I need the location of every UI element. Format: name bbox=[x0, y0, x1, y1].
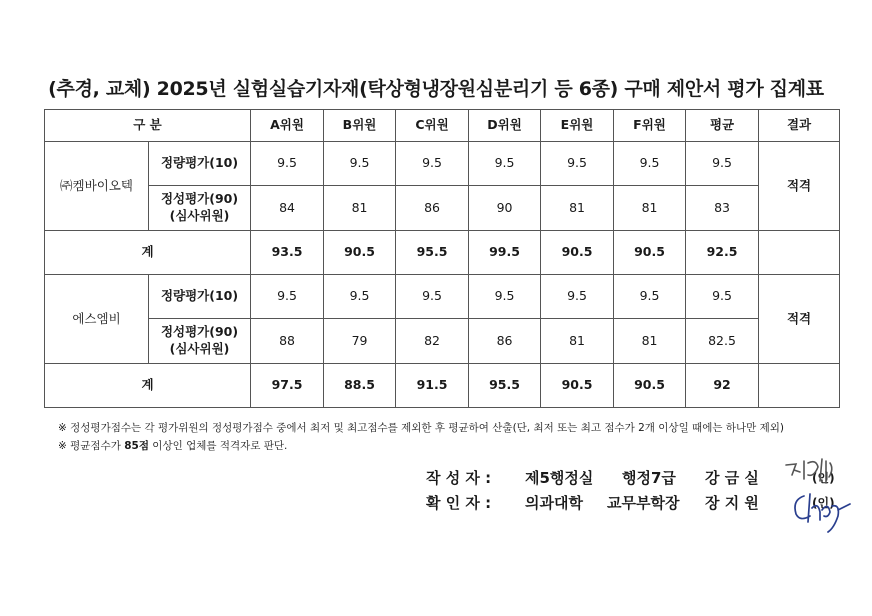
score-cell: 86 bbox=[469, 319, 541, 364]
header-evaluator-d: D위원 bbox=[469, 110, 541, 142]
author-name: 강 금 실 bbox=[705, 469, 759, 487]
score-cell: 9.5 bbox=[541, 275, 614, 319]
total-cell: 90.5 bbox=[614, 364, 686, 408]
header-evaluator-e: E위원 bbox=[541, 110, 614, 142]
table-row bbox=[45, 186, 840, 231]
company-name: ㈜켐바이오텍 bbox=[45, 142, 149, 231]
quant-label: 정량평가(10) bbox=[149, 142, 251, 186]
total-cell: 90.5 bbox=[541, 364, 614, 408]
document-title: (추경, 교체) 2025년 실험실습기자재(탁상형냉장원심분리기 등 6종) 구매 제안서 평가 집계표 bbox=[48, 78, 824, 100]
qual-label bbox=[149, 319, 251, 364]
total-cell: 90.5 bbox=[614, 231, 686, 275]
header-evaluator-b: B위원 bbox=[324, 110, 396, 142]
footnote-2-suffix: 이상인 업체를 적격자로 판단. bbox=[148, 440, 288, 452]
header-category: 구 분 bbox=[45, 110, 251, 142]
footnote-2 bbox=[58, 437, 784, 455]
score-cell: 9.5 bbox=[614, 142, 686, 186]
score-cell: 81 bbox=[324, 186, 396, 231]
score-cell: 9.5 bbox=[396, 275, 469, 319]
footnote-2-prefix: ※ 평균점수가 bbox=[58, 440, 125, 452]
score-cell: 9.5 bbox=[251, 275, 324, 319]
checker-stamp: (인) bbox=[812, 496, 835, 510]
footnote-2-threshold: 85점 bbox=[124, 440, 149, 452]
author-dept: 제5행정실 bbox=[525, 469, 594, 487]
result-cell: 적격 bbox=[759, 142, 840, 231]
author-stamp: (인) bbox=[812, 471, 835, 485]
header-evaluator-f: F위원 bbox=[614, 110, 686, 142]
result-cell: 적격 bbox=[759, 275, 840, 364]
total-cell: 99.5 bbox=[469, 231, 541, 275]
author-rank: 행정7급 bbox=[622, 469, 676, 487]
average-cell: 83 bbox=[686, 186, 759, 231]
qual-label-line2: (심사위원) bbox=[169, 208, 230, 223]
average-cell: 9.5 bbox=[686, 275, 759, 319]
header-average: 평균 bbox=[686, 110, 759, 142]
qual-label-line1: 정성평가(90) bbox=[160, 191, 239, 207]
quant-label: 정량평가(10) bbox=[149, 275, 251, 319]
qual-label-line1: 정성평가(90) bbox=[160, 324, 239, 340]
total-cell: 95.5 bbox=[396, 231, 469, 275]
total-cell: 88.5 bbox=[324, 364, 396, 408]
total-label: 계 bbox=[45, 231, 251, 275]
author-label: 작 성 자 : bbox=[426, 469, 492, 487]
score-cell: 86 bbox=[396, 186, 469, 231]
score-cell: 81 bbox=[541, 186, 614, 231]
total-cell: 97.5 bbox=[251, 364, 324, 408]
average-cell: 9.5 bbox=[686, 142, 759, 186]
score-cell: 82 bbox=[396, 319, 469, 364]
total-cell: 93.5 bbox=[251, 231, 324, 275]
evaluation-summary-table bbox=[44, 109, 840, 408]
empty-cell bbox=[759, 364, 840, 408]
score-cell: 88 bbox=[251, 319, 324, 364]
table-row bbox=[45, 275, 840, 319]
total-cell: 91.5 bbox=[396, 364, 469, 408]
checker-label: 확 인 자 : bbox=[426, 494, 492, 512]
header-result: 결과 bbox=[759, 110, 840, 142]
qual-label bbox=[149, 186, 251, 231]
table-row bbox=[45, 142, 840, 186]
checker-rank: 교무부학장 bbox=[607, 494, 680, 512]
score-cell: 79 bbox=[324, 319, 396, 364]
footnotes bbox=[58, 419, 784, 455]
total-average-cell: 92.5 bbox=[686, 231, 759, 275]
qual-label-line2: (심사위원) bbox=[169, 341, 230, 356]
total-average-cell: 92 bbox=[686, 364, 759, 408]
score-cell: 9.5 bbox=[396, 142, 469, 186]
header-evaluator-c: C위원 bbox=[396, 110, 469, 142]
total-label: 계 bbox=[45, 364, 251, 408]
total-cell: 90.5 bbox=[541, 231, 614, 275]
score-cell: 84 bbox=[251, 186, 324, 231]
checker-name: 장 지 원 bbox=[705, 494, 759, 512]
average-cell: 82.5 bbox=[686, 319, 759, 364]
footnote-1: ※ 정성평가점수는 각 평가위원의 정성평가점수 중에서 최저 및 최고점수를 제외한 후 평균하여 산출(단, 최저 또는 최고 점수가 2개 이상일 때에는 하나만 제외) bbox=[58, 422, 784, 434]
table-row bbox=[45, 231, 840, 275]
score-cell: 9.5 bbox=[324, 275, 396, 319]
score-cell: 9.5 bbox=[469, 142, 541, 186]
checker-dept: 의과대학 bbox=[525, 494, 583, 512]
table-row bbox=[45, 319, 840, 364]
table-row bbox=[45, 364, 840, 408]
header-evaluator-a: A위원 bbox=[251, 110, 324, 142]
score-cell: 90 bbox=[469, 186, 541, 231]
total-cell: 90.5 bbox=[324, 231, 396, 275]
score-cell: 9.5 bbox=[324, 142, 396, 186]
score-cell: 9.5 bbox=[251, 142, 324, 186]
score-cell: 9.5 bbox=[614, 275, 686, 319]
score-cell: 9.5 bbox=[469, 275, 541, 319]
score-cell: 81 bbox=[614, 319, 686, 364]
score-cell: 9.5 bbox=[541, 142, 614, 186]
header-row bbox=[45, 110, 840, 142]
empty-cell bbox=[759, 231, 840, 275]
score-cell: 81 bbox=[541, 319, 614, 364]
checker-signature bbox=[788, 482, 858, 538]
company-name: 에스엠비 bbox=[45, 275, 149, 364]
score-cell: 81 bbox=[614, 186, 686, 231]
total-cell: 95.5 bbox=[469, 364, 541, 408]
